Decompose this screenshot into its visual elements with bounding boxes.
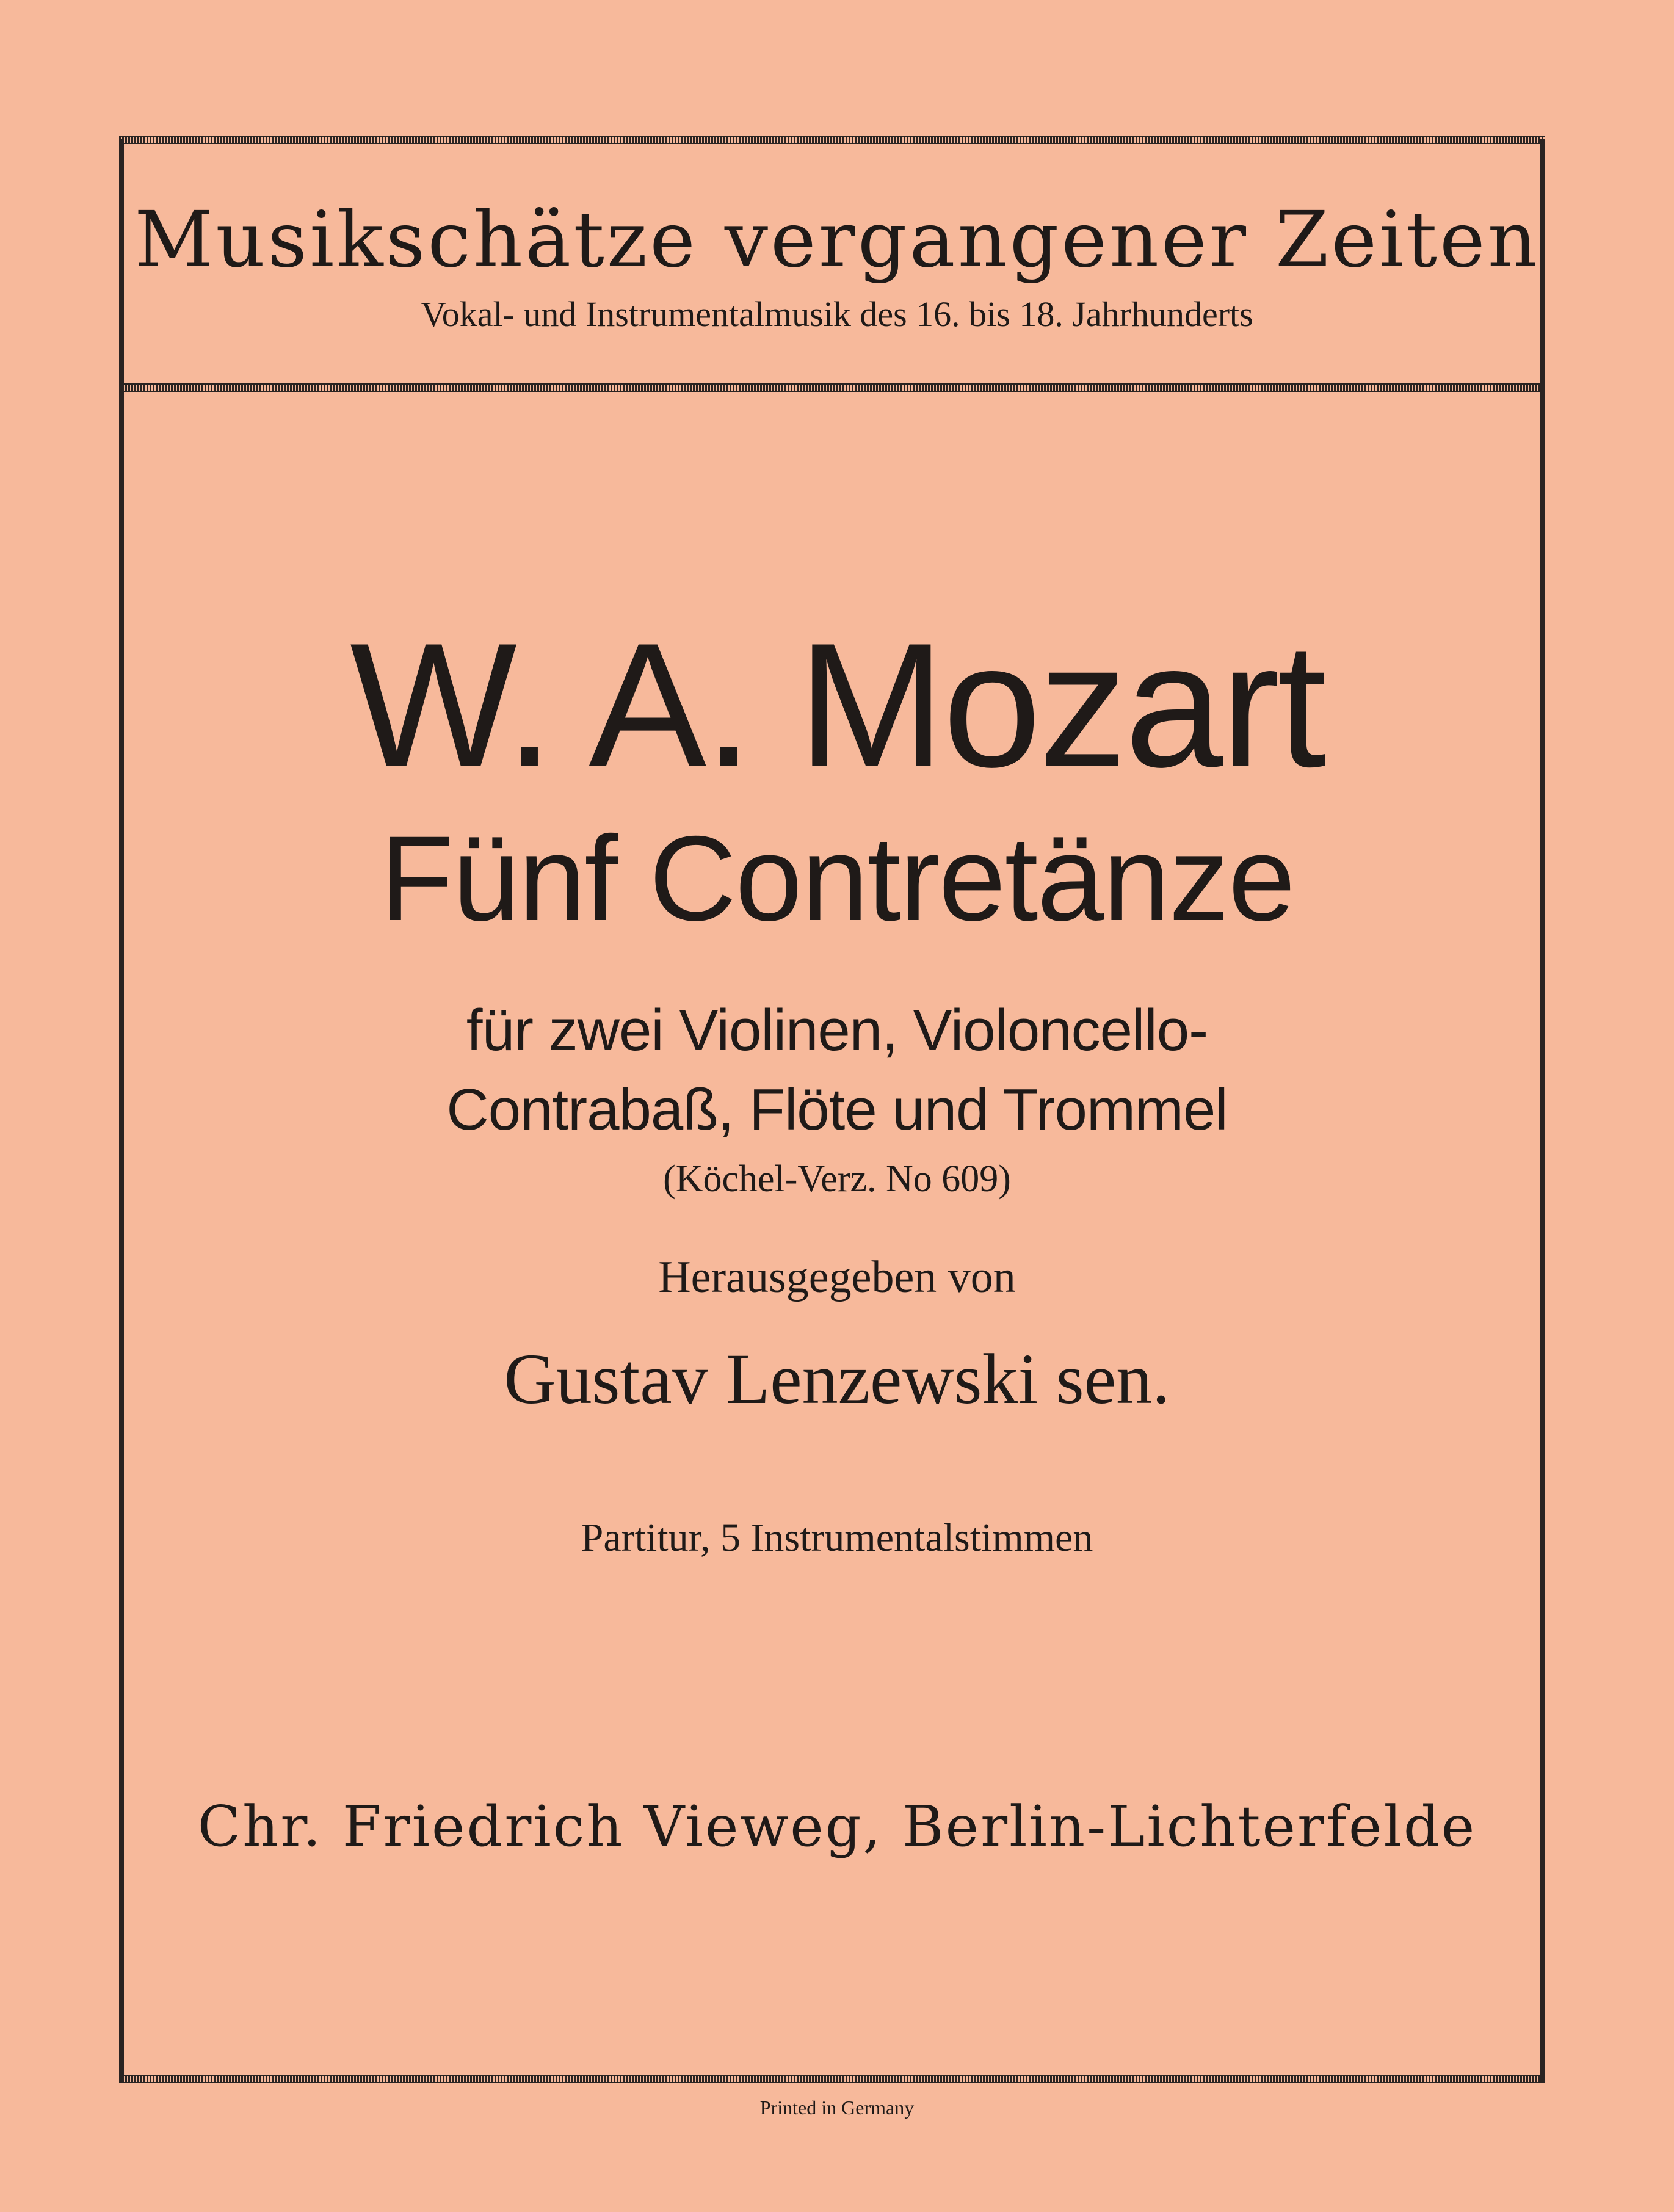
catalog-number: (Köchel-Verz. No 609) [663, 1158, 1011, 1200]
top-rule [119, 136, 1545, 144]
composer-name: W. A. Mozart [350, 606, 1324, 804]
editor-name: Gustav Lenzewski sen. [504, 1339, 1170, 1419]
edited-by-label: Herausgegeben von [658, 1252, 1016, 1302]
series-divider-rule [119, 383, 1545, 392]
bottom-rule [119, 2075, 1545, 2083]
series-title: Musikschätze vergangener Zeiten [134, 195, 1540, 285]
work-title: Fünf Contretänze [380, 811, 1294, 946]
instrumentation-line-1: für zwei Violinen, Violoncello- [466, 998, 1208, 1063]
imprint: Printed in Germany [759, 2097, 915, 2119]
edition-contents: Partitur, 5 Instrumentalstimmen [581, 1515, 1093, 1560]
instrumentation-line-2: Contrabaß, Flöte und Trommel [446, 1077, 1228, 1142]
publisher: Chr. Friedrich Vieweg, Berlin-Lichterfelde [197, 1794, 1477, 1859]
series-subtitle: Vokal- und Instrumentalmusik des 16. bis 18. Jahrhunderts [421, 294, 1253, 334]
